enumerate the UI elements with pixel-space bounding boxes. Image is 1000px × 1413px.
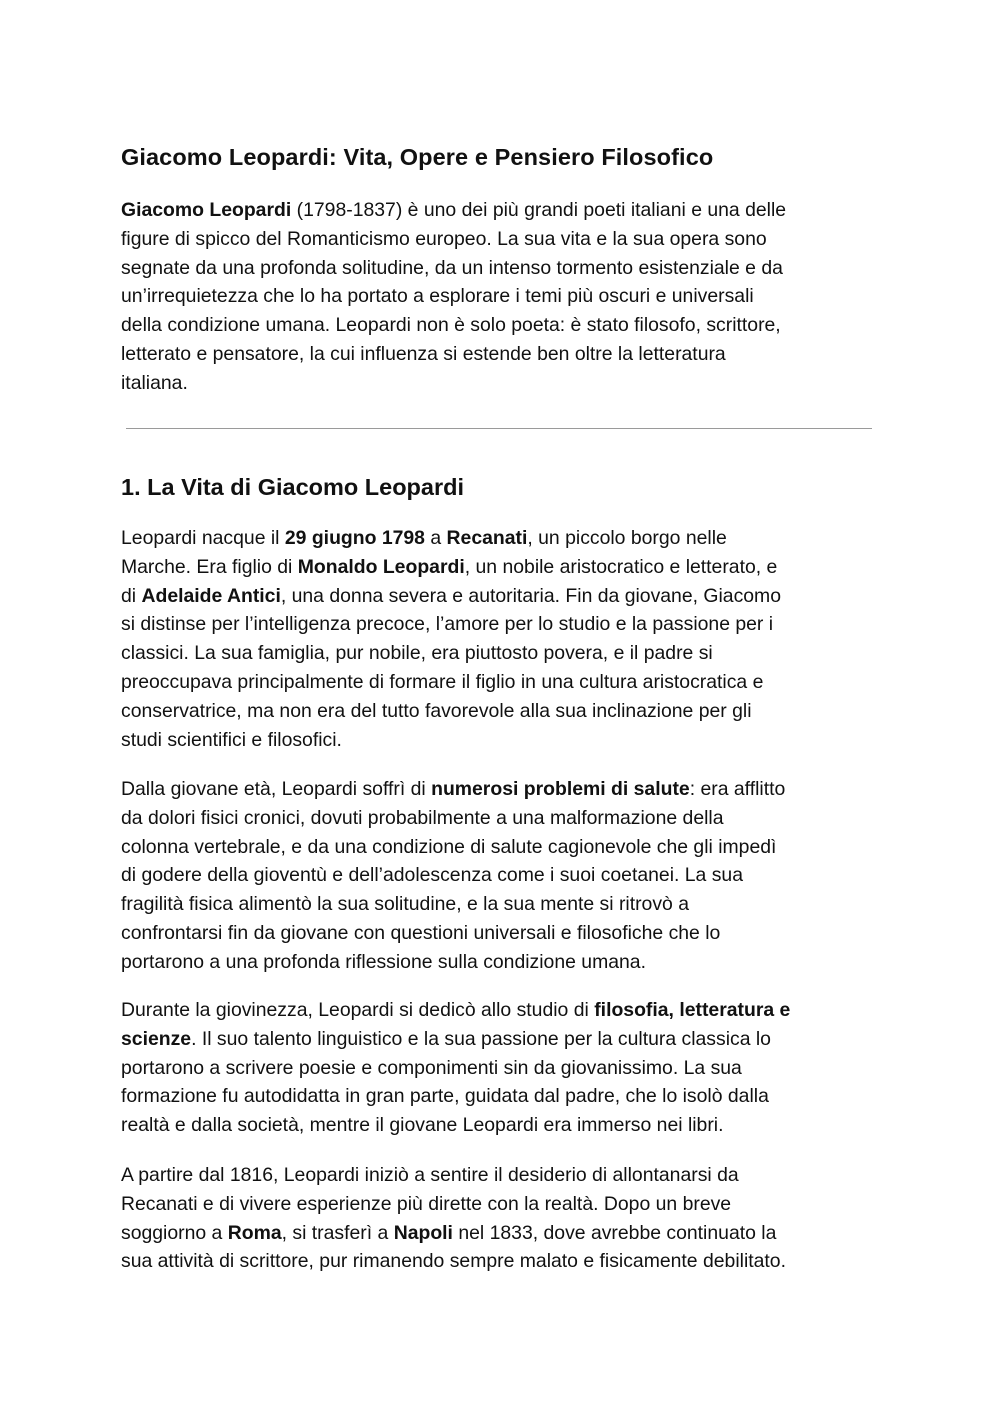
bold-text: Adelaide Antici bbox=[141, 584, 281, 607]
intro-paragraph bbox=[121, 196, 881, 398]
bold-text: filosofia, letteratura e bbox=[594, 999, 791, 1021]
text-line: soggiorno a Roma, si trasferì a Napoli nel 1833, dove avrebbe continuato la bbox=[121, 1221, 777, 1244]
body-paragraph bbox=[121, 524, 881, 754]
text-line: portarono a una profonda riflessione sulla condizione umana. bbox=[121, 950, 646, 973]
text-line: A partire dal 1816, Leopardi iniziò a sentire il desiderio di allontanarsi da bbox=[121, 1164, 739, 1186]
body-paragraph bbox=[121, 996, 881, 1140]
text-line: Recanati e di vivere esperienze più dirette con la realtà. Dopo un breve bbox=[121, 1192, 732, 1215]
text-line: Marche. Era figlio di Monaldo Leopardi, un nobile aristocratico e letterato, e bbox=[121, 555, 778, 578]
text-line: studi scientifici e filosofici. bbox=[121, 728, 342, 751]
text-line: formazione fu autodidatta in gran parte, guidata dal padre, che lo isolò dalla bbox=[121, 1085, 769, 1108]
text-line: sua attività di scrittore, pur rimanendo sempre malato e fisicamente debilitato. bbox=[121, 1250, 786, 1273]
text-line: figure di spicco del Romanticismo europeo. La sua vita e la sua opera sono bbox=[121, 227, 767, 250]
text-line: Durante la giovinezza, Leopardi si dedicò allo studio di filosofia, letteratura e bbox=[121, 999, 791, 1021]
bold-text: Recanati bbox=[446, 527, 528, 549]
text-line: classici. La sua famiglia, pur nobile, era piuttosto povera, e il padre si bbox=[121, 642, 713, 665]
text-line: realtà e dalla società, mentre il giovane Leopardi era immerso nei libri. bbox=[121, 1114, 724, 1137]
bold-text: Monaldo Leopardi bbox=[297, 555, 465, 578]
text-line: da dolori fisici cronici, dovuti probabilmente a una malformazione della bbox=[121, 806, 724, 829]
text-line: di Adelaide Antici, una donna severa e autoritaria. Fin da giovane, Giacomo bbox=[121, 584, 781, 607]
text-line: scienze. Il suo talento linguistico e la sua passione per la cultura classica lo bbox=[121, 1027, 771, 1050]
body-paragraph bbox=[121, 775, 881, 977]
bold-text: scienze bbox=[121, 1027, 192, 1050]
text-line: confrontarsi fin da giovane con questioni universali e filosofiche che lo bbox=[121, 921, 721, 944]
text-line: letterato e pensatore, la cui influenza si estende ben oltre la letteratura bbox=[121, 342, 726, 365]
bold-text: numerosi problemi di salute bbox=[431, 778, 690, 800]
text-line: conservatrice, ma non era del tutto favorevole alla sua inclinazione per gli bbox=[121, 699, 752, 722]
text-line: fragilità fisica alimentò la sua solitudine, e la sua mente si ritrovò a bbox=[121, 893, 689, 916]
text-line: colonna vertebrale, e da una condizione di salute cagionevole che gli impedì bbox=[121, 835, 777, 858]
bold-text: 29 giugno 1798 bbox=[284, 527, 425, 549]
text-line: della condizione umana. Leopardi non è solo poeta: è stato filosofo, scrittore, bbox=[121, 314, 781, 337]
text-line: Dalla giovane età, Leopardi soffrì di numerosi problemi di salute: era afflitto bbox=[121, 778, 786, 800]
bold-text: Napoli bbox=[393, 1221, 453, 1244]
text-line: segnate da una profonda solitudine, da un intenso tormento esistenziale e da bbox=[121, 256, 783, 279]
text-line: un’irrequietezza che lo ha portato a esplorare i temi più oscuri e universali bbox=[121, 285, 754, 308]
text-line: di godere della gioventù e dell’adolescenza come i suoi coetanei. La sua bbox=[121, 864, 743, 887]
text-line: italiana. bbox=[121, 371, 188, 394]
text-line: Giacomo Leopardi (1798-1837) è uno dei più grandi poeti italiani e una delle bbox=[121, 199, 787, 221]
bold-text: Roma bbox=[227, 1221, 282, 1244]
text-line: portarono a scrivere poesie e componimenti sin da giovanissimo. La sua bbox=[121, 1056, 742, 1079]
text-line: Leopardi nacque il 29 giugno 1798 a Recanati, un piccolo borgo nelle bbox=[121, 527, 727, 549]
section-divider bbox=[126, 428, 872, 429]
document-title: Giacomo Leopardi: Vita, Opere e Pensiero Filosofico bbox=[121, 144, 714, 170]
body-paragraph bbox=[121, 1161, 881, 1276]
section-heading: 1. La Vita di Giacomo Leopardi bbox=[121, 474, 465, 500]
text-line: si distinse per l’intelligenza precoce, l’amore per lo studio e la passione per i bbox=[121, 613, 774, 636]
text-line: preoccupava principalmente di formare il figlio in una cultura aristocratica e bbox=[121, 670, 764, 693]
bold-text: Giacomo Leopardi bbox=[121, 199, 292, 221]
